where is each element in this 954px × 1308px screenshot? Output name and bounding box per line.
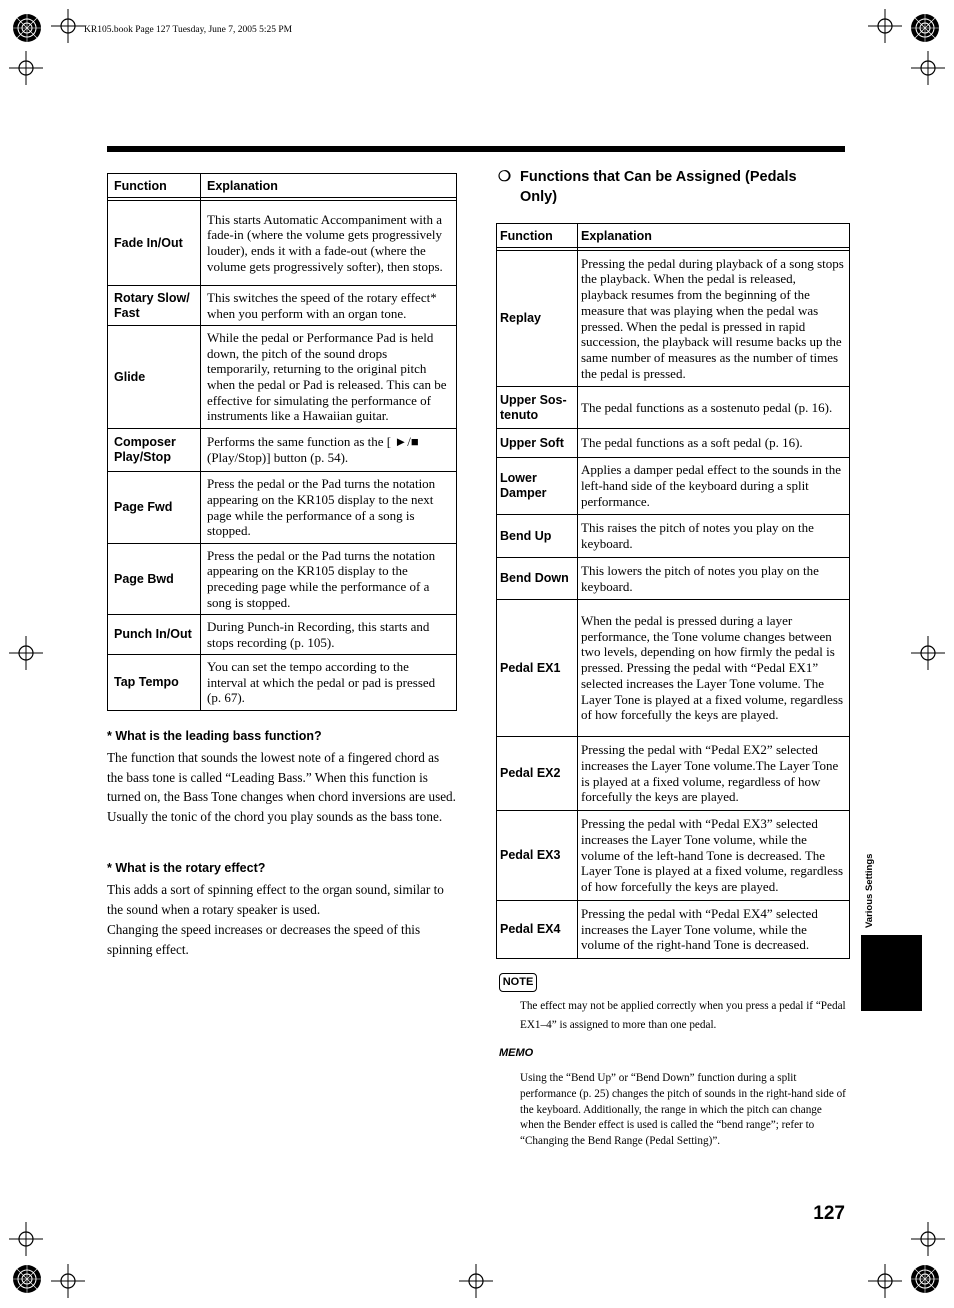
function-explanation: The pedal functions as a sostenuto pedal (p. 16). — [578, 387, 850, 429]
table-row — [497, 737, 850, 811]
function-name: Lower Damper — [497, 458, 578, 515]
function-name: Page Fwd — [108, 472, 201, 544]
rotary-text-1: This adds a sort of spinning effect to the organ sound, similar to the sound when a rotary speaker is used. — [107, 882, 444, 917]
table-row — [108, 655, 457, 711]
function-name: Tap Tempo — [108, 655, 201, 711]
function-explanation: Press the pedal or the Pad turns the notation appearing on the KR105 display to the preceding page while the performance of a song is stopped. — [201, 544, 457, 615]
registration-mark-icon — [911, 636, 945, 670]
table-row — [497, 901, 850, 959]
memo-text: Using the “Bend Up” or “Bend Down” function during a split performance (p. 25) changes the pitch of sounds in the right-hand side of the keyboard. Additionally, the range in which the pitch can change when the Bender effect is used is called the “bend range”; refer to “Changing the Bend Range (Pedal Setting)”. — [520, 1072, 846, 1148]
sunburst-mark-icon — [910, 13, 940, 43]
table-row — [108, 472, 457, 544]
function-explanation: The pedal functions as a soft pedal (p. 16). — [578, 429, 850, 458]
right-function-table — [496, 223, 850, 959]
function-explanation: This starts Automatic Accompaniment with a fade-in (where the volume gets progressively louder), ends it with a fade-out (where the volume gets progressively softer), then stops. — [201, 201, 457, 286]
function-explanation: Applies a damper pedal effect to the sounds in the left-hand side of the keyboard during a split performance. — [578, 458, 850, 515]
function-name: Bend Down — [497, 558, 578, 600]
table-row — [108, 615, 457, 655]
book-info-header: KR105.book Page 127 Tuesday, June 7, 2005 5:25 PM — [84, 25, 293, 35]
function-name: Upper Soft — [497, 429, 578, 458]
function-explanation: Pressing the pedal with “Pedal EX4” selected increases the Layer Tone volume, while the volume of the right-hand Tone is decreased. — [578, 901, 850, 959]
rotary-heading: * What is the rotary effect? — [107, 861, 266, 875]
function-explanation: When the pedal is pressed during a layer performance, the Tone volume changes between two levels, depending on how firmly the pedal is pressed. Pressing the pedal with “Pedal EX1” selected increases the Layer Tone volume. The Layer Tone is played at a fixed volume, regardless of how forcefully the keys are played. — [578, 600, 850, 737]
registration-mark-icon — [51, 1264, 85, 1298]
side-tab-label: Various Settings — [864, 853, 875, 928]
table-row — [497, 811, 850, 901]
table-row — [108, 286, 457, 326]
table-row — [108, 201, 457, 286]
top-rule — [107, 146, 845, 152]
registration-mark-icon — [51, 9, 85, 43]
table-header-row — [108, 174, 457, 198]
function-explanation: You can set the tempo according to the interval at which the pedal or pad is pressed (p. 67). — [201, 655, 457, 711]
table-row — [497, 251, 850, 387]
leading-bass-heading: * What is the leading bass function? — [107, 729, 322, 743]
table-row — [497, 558, 850, 600]
leading-bass-text: The function that sounds the lowest note of a fingered chord as the bass tone is called “Leading Bass.” When this function is turned on, the Bass Tone changes when chord inversions are used. Usually the tonic of the chord you play sounds as the bass tone. — [107, 750, 456, 824]
column-header-function: Function — [108, 174, 201, 198]
function-explanation: During Punch-in Recording, this starts and stops recording (p. 105). — [201, 615, 457, 655]
function-name: Pedal EX2 — [497, 737, 578, 811]
function-name: Composer Play/Stop — [108, 429, 201, 472]
function-name: Rotary Slow/ Fast — [108, 286, 201, 326]
table-row — [108, 326, 457, 429]
function-name: Bend Up — [497, 515, 578, 558]
note-icon: NOTE — [499, 973, 537, 992]
registration-mark-icon — [9, 51, 43, 85]
function-explanation: Pressing the pedal with “Pedal EX2” selected increases the Layer Tone volume.The Layer Tone is played at a fixed volume, regardless of how forcefully the keys are played. — [578, 737, 850, 811]
function-name: Pedal EX4 — [497, 901, 578, 959]
memo-icon: MEMO — [499, 1047, 534, 1059]
page-number: 127 — [813, 1203, 845, 1224]
registration-mark-icon — [9, 636, 43, 670]
sunburst-mark-icon — [910, 1264, 940, 1294]
sunburst-mark-icon — [12, 13, 42, 43]
rotary-text-2: Changing the speed increases or decreases the speed of this spinning effect. — [107, 922, 421, 957]
table-row — [497, 429, 850, 458]
function-name: Fade In/Out — [108, 201, 201, 286]
registration-mark-icon — [911, 51, 945, 85]
function-explanation: Pressing the pedal during playback of a song stops the playback. When the pedal is released, playback resumes from the beginning of the measure that was playing when the pedal was pressed. When the pedal is pressed in rapid succession, the playback will resume backs up the same number of measures as the number of times the pedal is pressed. — [578, 251, 850, 387]
function-name: Punch In/Out — [108, 615, 201, 655]
table-row — [497, 515, 850, 558]
table-row — [497, 600, 850, 737]
sunburst-mark-icon — [12, 1264, 42, 1294]
function-name: Upper Sos- tenuto — [497, 387, 578, 429]
function-explanation: This lowers the pitch of notes you play on the keyboard. — [578, 558, 850, 600]
table-header-row — [497, 224, 850, 248]
left-function-table — [107, 173, 457, 711]
function-explanation: Pressing the pedal with “Pedal EX3” selected increases the Layer Tone volume, while the volume of the left-hand Tone is decreased. The Layer Tone is played at a fixed volume, regardless of how forcefully the keys are played. — [578, 811, 850, 901]
table-row — [497, 458, 850, 515]
section-bullet-icon: ❍ — [498, 169, 511, 185]
function-explanation: Performs the same function as the [ ►/■ (Play/Stop)] button (p. 54). — [201, 429, 457, 472]
registration-mark-icon — [911, 1222, 945, 1256]
function-explanation: Press the pedal or the Pad turns the notation appearing on the KR105 display to the next page while the performance of a song is stopped. — [201, 472, 457, 544]
column-header-explanation: Explanation — [578, 224, 850, 248]
table-row — [108, 544, 457, 615]
registration-mark-icon — [459, 1264, 493, 1298]
function-explanation: While the pedal or Performance Pad is held down, the pitch of the sound drops temporarily, returning to the original pitch when the pedal or Pad is released. This can be effective for simulating the performance of instruments like a Hawaiian guitar. — [201, 326, 457, 429]
function-name: Replay — [497, 251, 578, 387]
side-tab — [861, 935, 922, 1011]
column-header-function: Function — [497, 224, 578, 248]
function-name: Page Bwd — [108, 544, 201, 615]
function-name: Pedal EX1 — [497, 600, 578, 737]
note-text: The effect may not be applied correctly when you press a pedal if “Pedal EX1–4” is assigned to more than one pedal. — [520, 1000, 846, 1031]
column-header-explanation: Explanation — [201, 174, 457, 198]
function-explanation: This switches the speed of the rotary effect* when you perform with an organ tone. — [201, 286, 457, 326]
function-name: Pedal EX3 — [497, 811, 578, 901]
registration-mark-icon — [868, 1264, 902, 1298]
function-explanation: This raises the pitch of notes you play on the keyboard. — [578, 515, 850, 558]
function-name: Glide — [108, 326, 201, 429]
table-row — [108, 429, 457, 472]
registration-mark-icon — [868, 9, 902, 43]
table-row — [497, 387, 850, 429]
registration-mark-icon — [9, 1222, 43, 1256]
section-title: Functions that Can be Assigned (Pedals Only) — [520, 169, 797, 205]
